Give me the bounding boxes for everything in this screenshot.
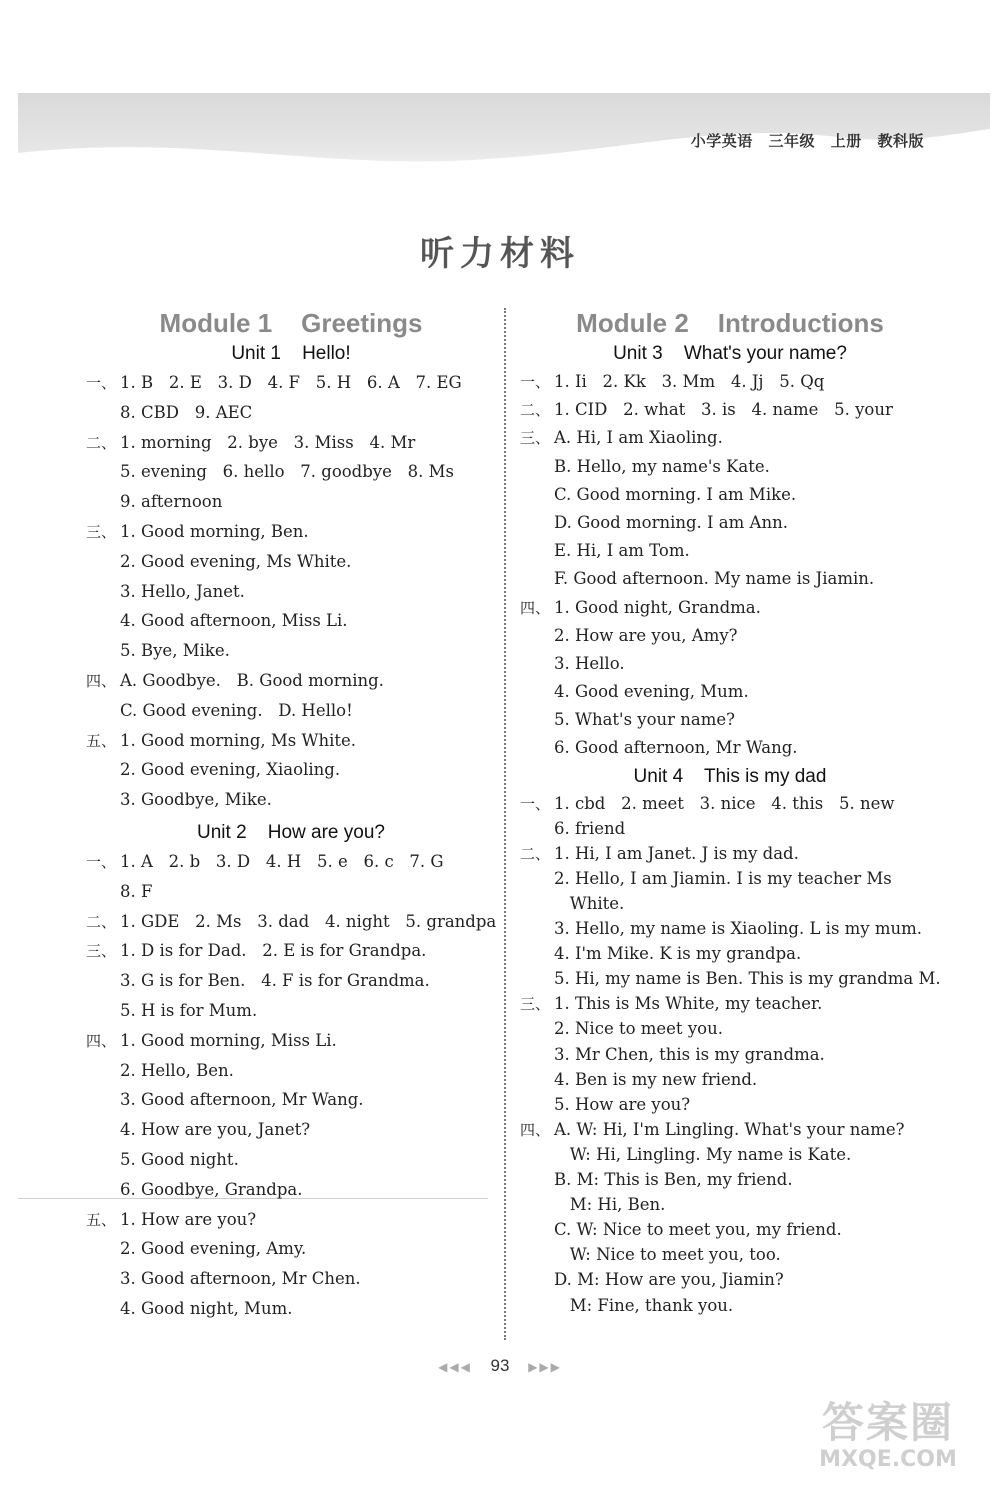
unit-2-title: Unit 2 How are you?: [197, 821, 385, 843]
answer-text: 1. cbd 2. meet 3. nice 4. this 5. new: [554, 793, 895, 813]
answer-line: [520, 866, 940, 891]
answer-text: C. W: Nice to meet you, my friend.: [554, 1220, 842, 1240]
answer-line: [86, 428, 496, 458]
answer-text: F. Good afternoon. My name is Jiamin.: [554, 569, 875, 589]
answer-text: C. Good morning. I am Mike.: [554, 484, 797, 504]
answer-line: [520, 1267, 940, 1292]
left-column: [86, 306, 496, 1324]
answer-line: [86, 966, 496, 996]
section-number: 五、: [86, 1210, 117, 1229]
edition-label: 教科版: [877, 132, 924, 150]
answer-line: [86, 517, 496, 547]
answer-text: 8. CBD 9. AEC: [120, 402, 253, 422]
answer-text: 6. friend: [554, 818, 626, 838]
answer-line: [520, 991, 940, 1016]
answer-line: [520, 791, 940, 816]
answer-line: [86, 606, 496, 636]
answer-text: 1. GDE 2. Ms 3. dad 4. night 5. grandpa: [120, 911, 497, 931]
answer-text: 2. How are you, Amy?: [554, 625, 738, 645]
answer-text: 1. Good morning, Ms White.: [120, 730, 357, 750]
answer-line: [86, 577, 496, 607]
answer-text: 3. Goodbye, Mike.: [120, 790, 272, 810]
answer-line: [86, 1234, 496, 1264]
answer-text: 4. Good night, Mum.: [120, 1298, 293, 1318]
unit-1-lines: [86, 368, 496, 815]
section-number: 二、: [86, 433, 117, 452]
answer-line: [86, 755, 496, 785]
watermark-logo: [798, 1398, 978, 1478]
answer-line: [520, 816, 940, 841]
answer-text: 1. A 2. b 3. D 4. H 5. e 6. c 7. G: [120, 851, 444, 871]
answer-line: [86, 398, 496, 428]
answer-line: [86, 1294, 496, 1324]
answer-text: 1. Ii 2. Kk 3. Mm 4. Jj 5. Qq: [554, 372, 825, 391]
answer-line: [520, 1192, 940, 1217]
module-2-title: Module 2 Introductions: [576, 308, 884, 338]
answer-text: D. Good morning. I am Ann.: [554, 512, 788, 532]
unit-3-lines: [520, 368, 940, 763]
answer-line: [520, 1067, 940, 1092]
answer-line: [520, 966, 940, 991]
section-number: 二、: [520, 401, 551, 420]
answer-line: [520, 1217, 940, 1242]
right-column: [520, 306, 940, 1318]
answer-text: B. M: This is Ben, my friend.: [554, 1170, 793, 1190]
answer-text: 6. Good afternoon, Mr Wang.: [554, 738, 798, 758]
book-info-label: [681, 130, 924, 151]
answer-text: 1. Good morning, Ben.: [120, 521, 309, 541]
answer-text: 2. Hello, I am Jiamin. I is my teacher Ms: [554, 868, 892, 888]
section-number: 一、: [86, 374, 117, 392]
answer-line: [520, 1167, 940, 1192]
section-number: 五、: [86, 731, 117, 750]
answer-line: [86, 936, 496, 966]
section-number: 四、: [520, 598, 551, 617]
answer-text: 1. CID 2. what 3. is 4. name 5. your: [554, 400, 893, 420]
answer-line: [520, 1142, 940, 1167]
grade-label: 三年级: [768, 132, 815, 150]
answer-line: [86, 847, 496, 877]
section-number: 一、: [86, 852, 117, 871]
left-arrows-icon: ◀◀◀: [438, 1360, 472, 1374]
answer-text: White.: [554, 894, 625, 913]
answer-line: [520, 1242, 940, 1267]
answer-text: 1. This is Ms White, my teacher.: [554, 994, 823, 1014]
answer-line: [520, 841, 940, 866]
answer-text: 4. Good afternoon, Miss Li.: [120, 611, 348, 631]
answer-line: [86, 487, 496, 517]
answer-line: [520, 916, 940, 941]
answer-text: 2. Good evening, Amy.: [120, 1239, 307, 1259]
answer-text: W: Nice to meet you, too.: [554, 1245, 781, 1265]
answer-text: 5. How are you?: [554, 1094, 691, 1114]
section-number: 二、: [86, 912, 117, 931]
unit-3-title: Unit 3 What's your name?: [613, 343, 847, 364]
answer-line: [520, 396, 940, 424]
answer-line: [520, 650, 940, 678]
answer-text: W: Hi, Lingling. My name is Kate.: [554, 1144, 852, 1164]
answer-text: 8. F: [120, 881, 153, 901]
answer-text: 5. evening 6. hello 7. goodbye 8. Ms: [120, 462, 454, 482]
answer-text: D. M: How are you, Jiamin?: [554, 1270, 784, 1290]
subject-label: 小学英语: [690, 132, 753, 150]
answer-text: 2. Nice to meet you.: [554, 1019, 723, 1039]
answer-line: [520, 453, 940, 481]
answer-text: 1. D is for Dad. 2. E is for Grandpa.: [120, 941, 427, 961]
answer-text: 9. afternoon: [120, 492, 223, 512]
answer-text: 3. Hello, my name is Xiaoling. L is my mum.: [554, 919, 923, 939]
answer-text: 5. H is for Mum.: [120, 1000, 258, 1020]
answer-text: 3. Good afternoon, Mr Wang.: [120, 1090, 364, 1110]
answer-line: [520, 941, 940, 966]
answer-text: 4. Ben is my new friend.: [554, 1069, 758, 1089]
answer-line: [86, 1145, 496, 1175]
unit-2-lines: [86, 847, 496, 1324]
answer-text: 3. Good afternoon, Mr Chen.: [120, 1269, 361, 1289]
section-number: 一、: [520, 373, 551, 391]
answer-line: [86, 1056, 496, 1086]
answer-line: [520, 1117, 940, 1142]
answer-line: [86, 877, 496, 907]
answer-line: [520, 594, 940, 622]
answer-line: [520, 734, 940, 762]
answer-text: 6. Goodbye, Grandpa.: [120, 1179, 303, 1199]
answer-text: 4. Good evening, Mum.: [554, 682, 749, 702]
answer-line: [520, 509, 940, 537]
answer-text: 3. Hello.: [554, 653, 625, 673]
page-number: 93: [490, 1356, 510, 1375]
section-number: 四、: [86, 1031, 117, 1050]
unit-4-title: Unit 4 This is my dad: [633, 765, 827, 787]
right-arrows-icon: ▶▶▶: [528, 1360, 562, 1374]
answer-line: [86, 907, 496, 937]
answer-line: [520, 537, 940, 565]
watermark-url: MXQE.COM: [819, 1447, 957, 1472]
answer-line: [86, 726, 496, 756]
answer-text: 5. Hi, my name is Ben. This is my grandma M.: [554, 969, 941, 989]
term-label: 上册: [830, 132, 862, 150]
answer-text: 5. What's your name?: [554, 710, 736, 730]
answer-line: [520, 622, 940, 650]
answer-text: 1. Hi, I am Janet. J is my dad.: [554, 843, 799, 863]
unit-4-lines: [520, 791, 940, 1318]
column-divider: [504, 308, 506, 1340]
answer-line: [86, 1085, 496, 1115]
section-number: 一、: [520, 794, 551, 813]
answer-text: 2. Hello, Ben.: [120, 1060, 234, 1080]
section-number: 三、: [520, 995, 551, 1014]
answer-text: 1. Good morning, Miss Li.: [120, 1030, 337, 1050]
section-number: 四、: [520, 1120, 551, 1139]
answer-text: 2. Good evening, Xiaoling.: [120, 760, 341, 780]
answer-text: 5. Good night.: [120, 1149, 239, 1169]
answer-text: A. Goodbye. B. Good morning.: [120, 670, 384, 690]
answer-text: 5. Bye, Mike.: [120, 641, 230, 661]
answer-line: [520, 1293, 940, 1318]
answer-line: [520, 1042, 940, 1067]
answer-text: M: Hi, Ben.: [554, 1195, 666, 1215]
answer-text: C. Good evening. D. Hello!: [120, 700, 353, 720]
answer-line: [520, 368, 940, 396]
answer-line: [520, 1016, 940, 1041]
answer-line: [520, 565, 940, 593]
answer-text: B. Hello, my name's Kate.: [554, 456, 770, 476]
section-number: 四、: [86, 671, 117, 690]
answer-line: [86, 368, 496, 398]
answer-text: 1. B 2. E 3. D 4. F 5. H 6. A 7. EG: [120, 373, 462, 392]
section-number: 二、: [520, 844, 551, 863]
answer-text: 3. Hello, Janet.: [120, 581, 245, 601]
answer-text: 3. G is for Ben. 4. F is for Grandma.: [120, 971, 430, 991]
section-number: 三、: [86, 942, 117, 961]
section-number: 三、: [86, 522, 117, 541]
answer-text: M: Fine, thank you.: [554, 1295, 734, 1315]
module-1-title: Module 1 Greetings: [159, 308, 423, 338]
answer-line: [520, 678, 940, 706]
answer-line: [86, 1115, 496, 1145]
answer-line: [520, 424, 940, 452]
answer-line: [86, 996, 496, 1026]
section-number: 三、: [520, 429, 551, 448]
answer-line: [86, 1264, 496, 1294]
answer-line: [86, 1175, 496, 1205]
answer-line: [86, 1026, 496, 1056]
answer-line: [86, 785, 496, 815]
answer-line: [520, 706, 940, 734]
watermark-text: 答案圈: [821, 1398, 954, 1447]
answer-text: A. W: Hi, I'm Lingling. What's your name?: [554, 1119, 905, 1139]
answer-line: [520, 891, 940, 916]
answer-line: [520, 481, 940, 509]
answer-text: 1. morning 2. bye 3. Miss 4. Mr: [120, 432, 416, 452]
answer-line: [86, 666, 496, 696]
page-footer: [0, 1356, 1000, 1376]
unit-1-title: Unit 1 Hello!: [231, 343, 351, 364]
answer-line: [86, 1205, 496, 1235]
answer-text: 4. How are you, Janet?: [120, 1120, 311, 1140]
answer-text: 3. Mr Chen, this is my grandma.: [554, 1044, 825, 1064]
answer-line: [86, 636, 496, 666]
answer-text: A. Hi, I am Xiaoling.: [554, 428, 723, 448]
answer-text: 1. How are you?: [120, 1209, 257, 1229]
answer-text: 1. Good night, Grandma.: [554, 597, 761, 617]
answer-line: [520, 1092, 940, 1117]
answer-text: 4. I'm Mike. K is my grandpa.: [554, 944, 802, 964]
answer-line: [86, 696, 496, 726]
page-title: 听力材料: [420, 234, 580, 274]
answer-text: E. Hi, I am Tom.: [554, 541, 690, 561]
answer-line: [86, 457, 496, 487]
answer-text: 2. Good evening, Ms White.: [120, 551, 352, 571]
answer-line: [86, 547, 496, 577]
